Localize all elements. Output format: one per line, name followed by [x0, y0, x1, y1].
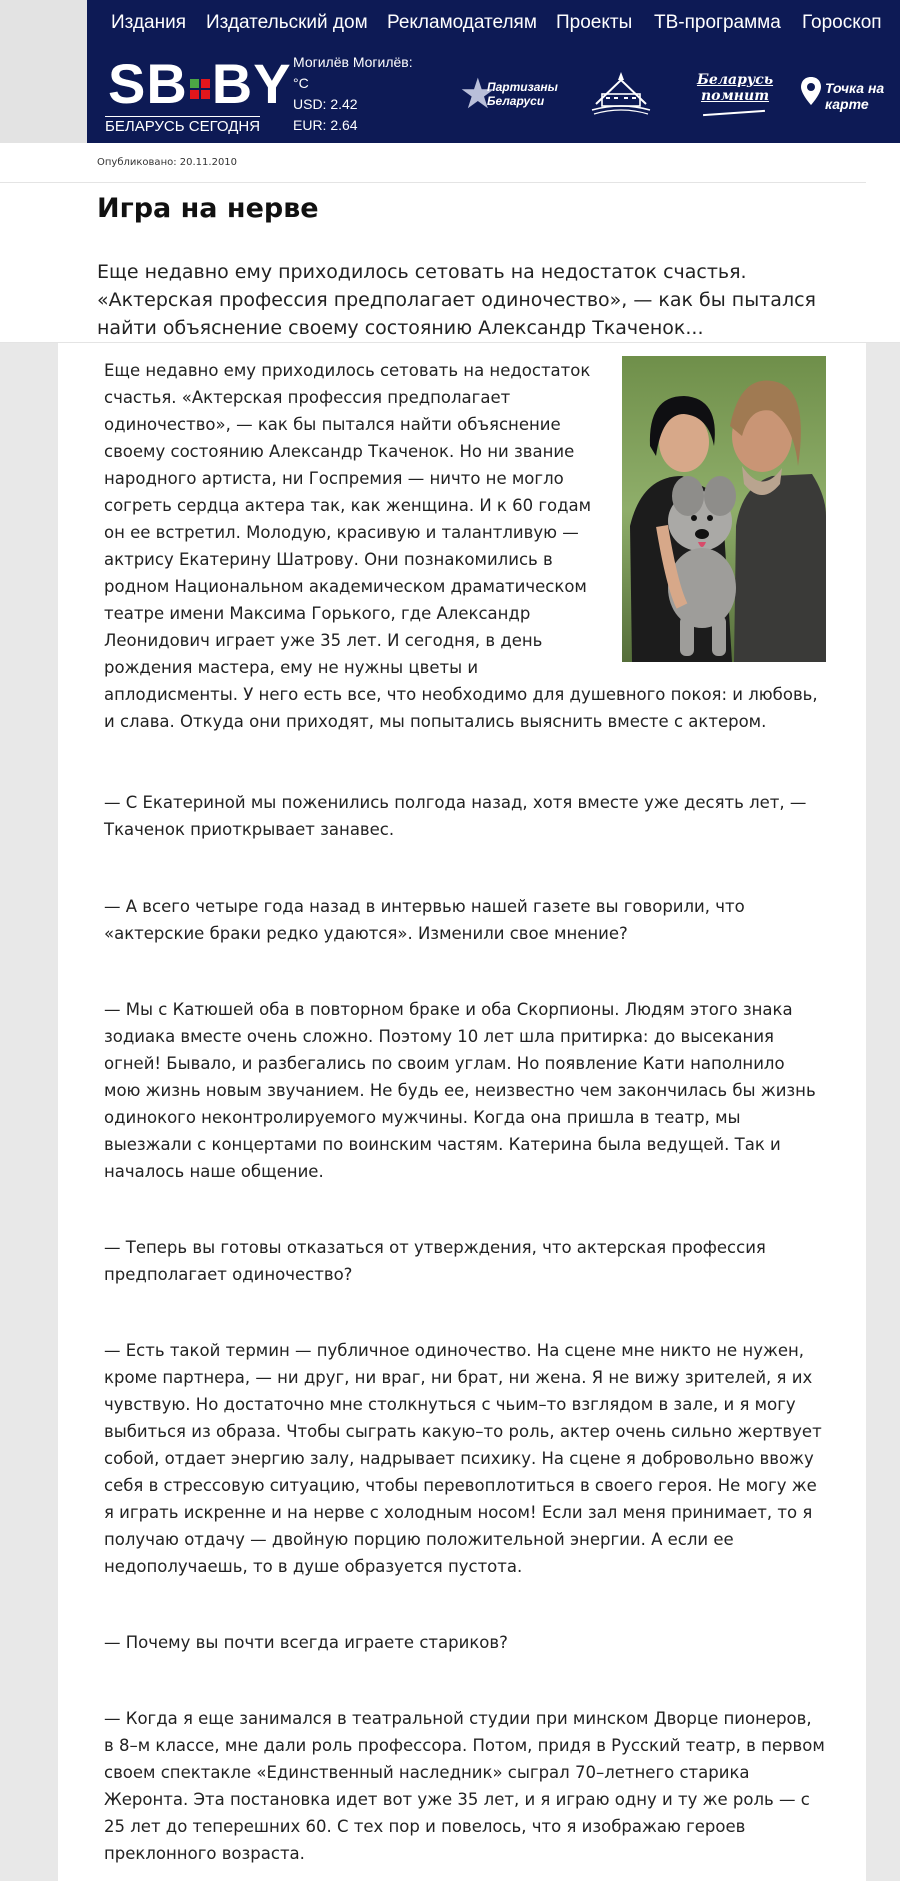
map-point-link[interactable]: [799, 76, 894, 116]
article-paragraph: — Мы с Катюшей оба в повторном браке и оба Скорпионы. Людям этого знака зодиака вместе очень сложно. Поэтому 10 лет шла притирка: до высекания огней! Бывало, и разбегались по своим углам. Но появление Кати наполнило мою жизнь новым звучанием. Не будь ее, неизвестно чем закончилась бы жизнь одинокого неконтролируемого мужчины. Когда она пришла в театр, мы выезжали с концертами по воинским частям. Катерина была ведущей. Так и началось наше общение.: [104, 1000, 816, 1181]
star-icon: ★: [459, 70, 497, 117]
article-paragraph: Еще недавно ему приходилось сетовать на недостаток счастья. «Актерская профессия предполагает одиночество», — как бы пытался найти объяснение своему состоянию Александр Ткаченок. Но ни звание народного артиста, ни Госпремия — ничто не могло согреть сердца актера так, как женщина. И к 60 годам он ее встретил. Молодую, красивую и талантливую — актрису Екатерину Шатрову. Они познакомились в родном Национальном академическом драматическом театре имени Максима Горького, где Александр Леонидович играет уже 35 лет. И сегодня, в день рождения мастера, ему не нужны цветы и аплодисменты. У него есть все, что необходимо для душевного покоя: и любовь, и слава. Откуда они приходят, мы попытались выяснить вместе с актером.: [104, 361, 818, 731]
map-point-label: Точка на карте: [825, 80, 885, 112]
logo-text-right: BY: [211, 52, 292, 115]
article-photo[interactable]: [622, 356, 826, 662]
article-paragraph: — Почему вы почти всегда играете стариков?: [104, 1633, 508, 1652]
weather-city[interactable]: Могилёв Могилёв:: [293, 54, 413, 70]
site-logo[interactable]: [105, 52, 292, 140]
nav-item-tv-program[interactable]: ТВ-программа: [654, 12, 781, 33]
belarus-remembers-link[interactable]: [695, 72, 775, 116]
nav-item-horoscope[interactable]: Гороскоп: [802, 12, 882, 33]
rate-eur: EUR: 2.64: [293, 117, 358, 133]
article-paragraph: — С Екатериной мы поженились полгода назад, хотя вместе уже десять лет, — Ткаченок приоткрывает занавес.: [104, 793, 807, 839]
article-paragraph: — Теперь вы готовы отказаться от утверждения, что актерская профессия предполагает одиночество?: [104, 1238, 766, 1284]
article-body: [58, 343, 866, 1881]
logo-subtitle: БЕЛАРУСЬ СЕГОДНЯ: [105, 118, 261, 135]
partisans-link[interactable]: [459, 72, 559, 116]
rate-usd: USD: 2.42: [293, 96, 358, 112]
logo-dot-icon: [190, 79, 210, 99]
header-info: [293, 52, 413, 136]
site-header: [87, 0, 900, 143]
estate-house-link[interactable]: [590, 68, 652, 116]
nav-item-publishing-house[interactable]: Издательский дом: [206, 12, 368, 33]
article-paragraph: — Есть такой термин — публичное одиночество. На сцене мне никто не нужен, кроме партнера, — ни друг, ни враг, ни брат, ни жена. Я не вижу зрителей, я их чувствую. Но достаточно мне столкнуться с чьим–то взглядом в зале, и я могу выбиться из образа. Чтобы сыграть какую–то роль, актер очень сильно жертвует собой, отдает энергию залу, надрывает психику. На сцене я добровольно ввожу себя в стрессовую ситуацию, чтобы перевоплотиться в своего героя. Не могу же я играть искренне и на нерве с холодным носом! Если зал меня принимает, то я получаю отдачу — двойную порцию положительной энергии. А если ее недополучаешь, то в душе образуется пустота.: [104, 1341, 822, 1576]
estate-house-icon: [590, 68, 652, 116]
photo-actors-with-dog: [622, 356, 826, 662]
nav-item-projects[interactable]: Проекты: [556, 12, 633, 33]
article-paragraph: — Когда я еще занимался в театральной студии при минском Дворце пионеров, в 8–м классе, мне дали роль профессора. Потом, придя в Русский театр, в первом своем спектакле «Единственный наследник» сыграл 70–летнего старика Жеронта. Эта постановка идет вот уже 35 лет, и я играю одну и ту же роль — с 25 лет до теперешних 60. С тех пор и повелось, что я изображаю героев преклонного возраста.: [104, 1709, 825, 1863]
article-lead: Еще недавно ему приходилось сетовать на недостаток счастья. «Актерская профессия предполагает одиночество», — как бы пытался найти объяснение своему состоянию Александр Ткаченок...: [97, 261, 816, 339]
nav-item-advertisers[interactable]: Рекламодателям: [387, 12, 537, 33]
publish-bar: [0, 143, 866, 183]
article-title: Игра на нерве: [97, 193, 319, 224]
logo-text-left: SB: [108, 52, 188, 115]
weather-temp: °C: [293, 75, 309, 91]
article-header: [0, 143, 900, 343]
publish-date: Опубликовано: 20.11.2010: [97, 157, 238, 168]
article-paragraph: — А всего четыре года назад в интервью нашей газете вы говорили, что «актерские браки редко удаются». Изменили свое мнение?: [104, 897, 745, 943]
map-pin-icon: [799, 76, 823, 106]
nav-item-izdaniya[interactable]: Издания: [111, 12, 186, 33]
belarus-remembers-icon: Беларусь помнит: [696, 72, 774, 104]
top-nav: [87, 8, 900, 38]
partisans-label: Партизаны Беларуси: [487, 80, 558, 108]
underline-decoration: [703, 110, 765, 116]
left-rail: [0, 0, 87, 143]
